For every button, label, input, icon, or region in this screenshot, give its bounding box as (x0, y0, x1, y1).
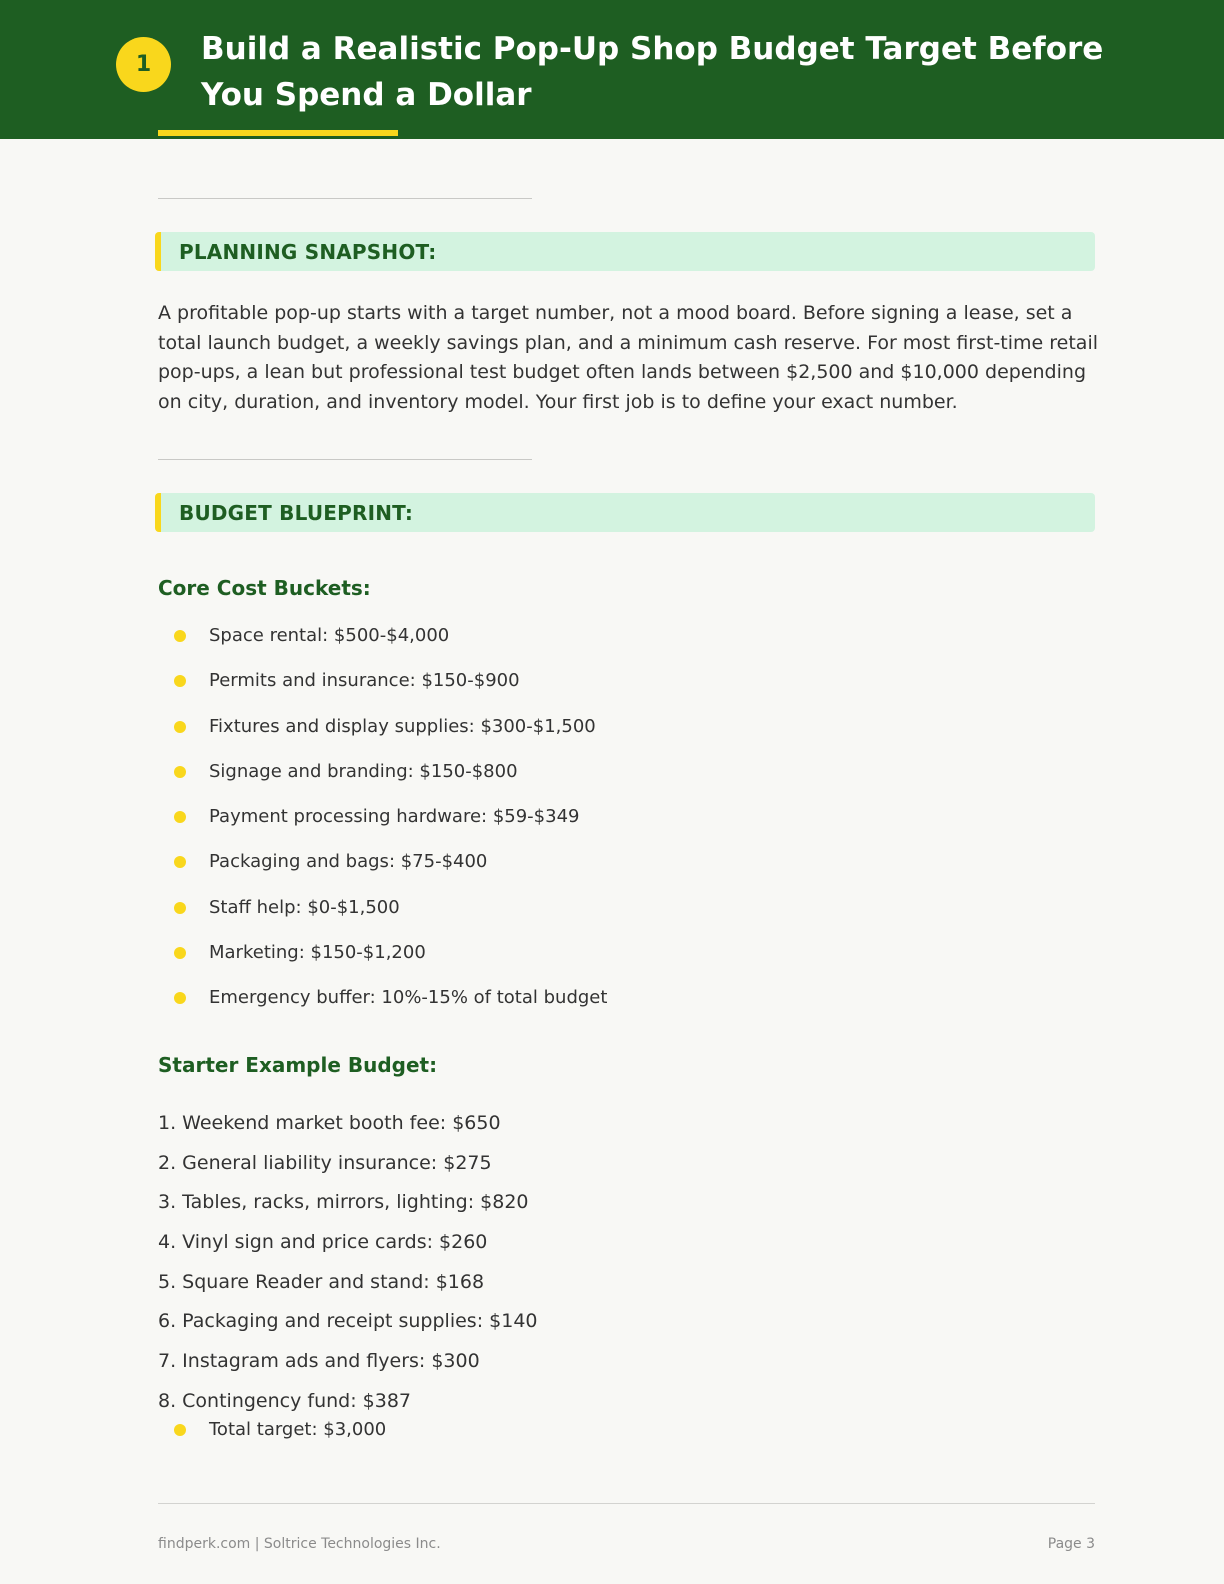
bullet-icon (174, 811, 186, 823)
title-accent-underline (158, 130, 398, 136)
list-item (174, 989, 607, 1034)
list-item-text: Signage and branding: $150-$800 (209, 760, 518, 782)
list-item-text: Staff help: $0-$1,500 (209, 896, 400, 918)
list-item: 5. Square Reader and stand: $168 (158, 1270, 485, 1293)
list-item (174, 944, 607, 989)
list-item-text: Permits and insurance: $150-$900 (209, 670, 520, 692)
budget-blueprint-heading: BUDGET BLUEPRINT: (155, 493, 1095, 532)
list-item: 4. Vinyl sign and price cards: $260 (158, 1231, 488, 1254)
bullet-icon (174, 766, 186, 778)
starter-example-budget-heading: Starter Example Budget: (158, 1053, 438, 1077)
page-header (0, 0, 1224, 139)
starter-example-budget-list (158, 1112, 538, 1430)
bullet-icon (174, 721, 186, 733)
page-title: Build a Realistic Pop-Up Shop Budget Target Before You Spend a Dollar (201, 31, 1104, 113)
list-item (174, 808, 607, 853)
footer-source: findperk.com | Soltrice Technologies Inc. (158, 1536, 441, 1552)
list-item-text: Payment processing hardware: $59-$349 (209, 806, 580, 828)
list-item (174, 627, 607, 672)
list-item (174, 672, 607, 717)
list-item: 6. Packaging and receipt supplies: $140 (158, 1310, 538, 1333)
section-divider (158, 198, 532, 199)
step-number-badge: 1 (116, 37, 171, 92)
list-item (174, 853, 607, 898)
bullet-icon (174, 992, 186, 1004)
list-item (174, 896, 607, 944)
page-number: Page 3 (1047, 1536, 1095, 1552)
list-item-text: Emergency buffer: 10%-15% of total budget (209, 987, 608, 1009)
list-item: 1. Weekend market booth fee: $650 (158, 1112, 501, 1134)
bullet-icon (174, 1424, 186, 1436)
planning-snapshot-paragraph: A profitable pop-up starts with a target number, not a mood board. Before signing a lease, set a total launch budget, a weekly savings plan, and a minimum cash reserve. For most first-time retail pop-ups, a lean but professional test budget often lands between $2,500 and $10,000 depending on city, duration, and inventory model. Your first job is to define your exact number. (158, 302, 1099, 413)
list-item: 8. Contingency fund: $387 (158, 1389, 412, 1412)
bullet-icon (174, 630, 186, 642)
core-cost-buckets-list (174, 627, 607, 1035)
bullet-icon (174, 947, 186, 959)
bullet-icon (174, 902, 186, 914)
footer-divider (158, 1503, 1095, 1504)
list-item-text: Marketing: $150-$1,200 (209, 942, 426, 964)
bullet-icon (174, 675, 186, 687)
total-target-text: Total target: $3,000 (209, 1419, 387, 1440)
core-cost-buckets-heading: Core Cost Buckets: (158, 576, 371, 600)
list-item: 2. General liability insurance: $275 (158, 1151, 492, 1174)
total-target (174, 1421, 386, 1439)
planning-snapshot-heading: PLANNING SNAPSHOT: (155, 232, 1095, 271)
list-item-text: Space rental: $500-$4,000 (209, 625, 450, 646)
list-item-text: Fixtures and display supplies: $300-$1,500 (209, 715, 596, 737)
list-item-text: Packaging and bags: $75-$400 (209, 851, 488, 873)
list-item: 7. Instagram ads and flyers: $300 (158, 1350, 480, 1373)
bullet-icon (174, 856, 186, 868)
section-divider (158, 459, 532, 460)
list-item (174, 715, 607, 763)
list-item: 3. Tables, racks, mirrors, lighting: $820 (158, 1191, 529, 1214)
list-item (174, 760, 607, 808)
